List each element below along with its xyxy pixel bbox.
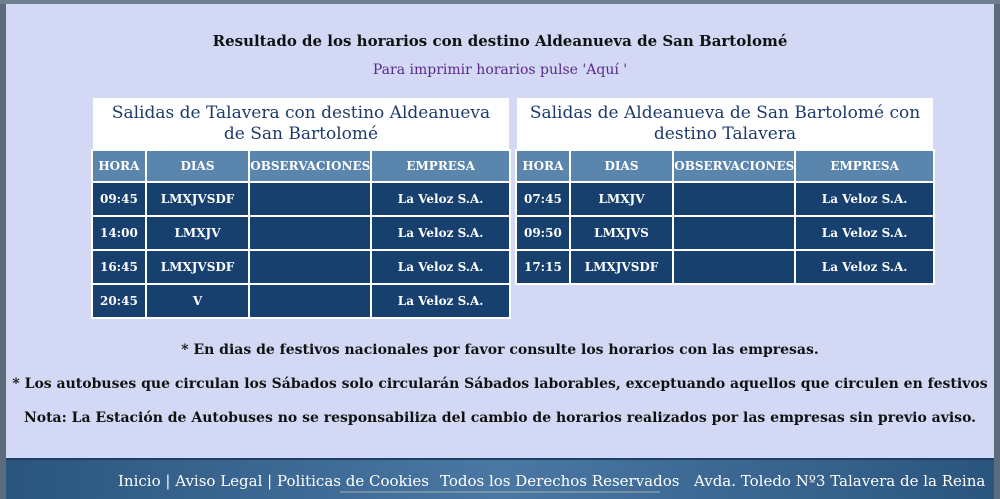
table-caption: Salidas de Talavera con destino Aldeanueva de San Bartolomé	[93, 98, 509, 151]
cell-dias: LMXJV	[147, 217, 248, 249]
cell-hora: 07:45	[517, 183, 569, 215]
table-row	[93, 217, 509, 249]
cell-empresa: La Veloz S.A.	[796, 217, 933, 249]
cell-hora: 20:45	[93, 285, 145, 317]
cell-empresa: La Veloz S.A.	[372, 183, 509, 215]
table-header-row	[93, 151, 509, 181]
table-caption: Salidas de Aldeanueva de San Bartolomé con destino Talavera	[517, 98, 933, 151]
table-row	[93, 251, 509, 283]
table-row	[517, 217, 933, 249]
header-observaciones: OBSERVACIONES	[674, 151, 794, 181]
header-hora: HORA	[93, 151, 145, 181]
cell-empresa: La Veloz S.A.	[372, 285, 509, 317]
footer-rights: Todos los Derechos Reservados	[440, 472, 680, 490]
cell-observaciones	[250, 251, 370, 283]
notes-block	[6, 342, 994, 444]
cell-hora: 09:50	[517, 217, 569, 249]
cell-empresa: La Veloz S.A.	[796, 183, 933, 215]
cell-empresa: La Veloz S.A.	[372, 251, 509, 283]
departures-aldeanueva-table	[517, 98, 933, 285]
table-header-row	[517, 151, 933, 181]
content-panel	[6, 4, 994, 497]
header-dias: DIAS	[571, 151, 672, 181]
footer-links: Inicio | Aviso Legal | Politicas de Cookies	[118, 472, 429, 490]
departures-talavera-table	[93, 98, 509, 319]
cell-dias: LMXJVSDF	[147, 183, 248, 215]
note-sabados: * Los autobuses que circulan los Sábados solo circularán Sábados laborables, exceptuando aquellos que circulen en festivos	[12, 376, 988, 392]
footer-address: Avda. Toledo Nº3 Talavera de la Reina	[694, 472, 986, 490]
table-row	[517, 251, 933, 283]
table-row	[93, 285, 509, 317]
header-empresa: EMPRESA	[372, 151, 509, 181]
header-empresa: EMPRESA	[796, 151, 933, 181]
note-responsabilidad: Nota: La Estación de Autobuses no se responsabiliza del cambio de horarios realizados por las empresas sin previo aviso.	[23, 410, 977, 426]
cell-observaciones	[250, 217, 370, 249]
cell-observaciones	[250, 285, 370, 317]
cell-dias: LMXJV	[571, 183, 672, 215]
cell-hora: 17:15	[517, 251, 569, 283]
page-title: Resultado de los horarios con destino Aldeanueva de San Bartolomé	[212, 32, 788, 50]
footer-link-aviso-legal[interactable]: Aviso Legal	[175, 472, 263, 490]
footer-cutoff-line	[340, 487, 660, 497]
cell-dias: LMXJVSDF	[147, 251, 248, 283]
cell-observaciones	[674, 217, 794, 249]
cell-observaciones	[674, 251, 794, 283]
table-row	[93, 183, 509, 215]
cell-dias: LMXJVS	[571, 217, 672, 249]
header-dias: DIAS	[147, 151, 248, 181]
footer-link-inicio[interactable]: Inicio	[118, 472, 161, 490]
cell-hora: 16:45	[93, 251, 145, 283]
cell-empresa: La Veloz S.A.	[372, 217, 509, 249]
header-hora: HORA	[517, 151, 569, 181]
note-festivos: * En dias de festivos nacionales por favor consulte los horarios con las empresas.	[181, 342, 819, 358]
table-row	[517, 183, 933, 215]
cell-observaciones	[250, 183, 370, 215]
cell-observaciones	[674, 183, 794, 215]
cell-empresa: La Veloz S.A.	[796, 251, 933, 283]
cell-hora: 09:45	[93, 183, 145, 215]
schedule-table	[91, 149, 511, 319]
print-link[interactable]: Para imprimir horarios pulse 'Aquí '	[372, 62, 628, 78]
cell-dias: V	[147, 285, 248, 317]
footer-link-cookies[interactable]: Politicas de Cookies	[277, 472, 429, 490]
schedule-table	[515, 149, 935, 285]
header-observaciones: OBSERVACIONES	[250, 151, 370, 181]
cell-hora: 14:00	[93, 217, 145, 249]
cell-dias: LMXJVSDF	[571, 251, 672, 283]
